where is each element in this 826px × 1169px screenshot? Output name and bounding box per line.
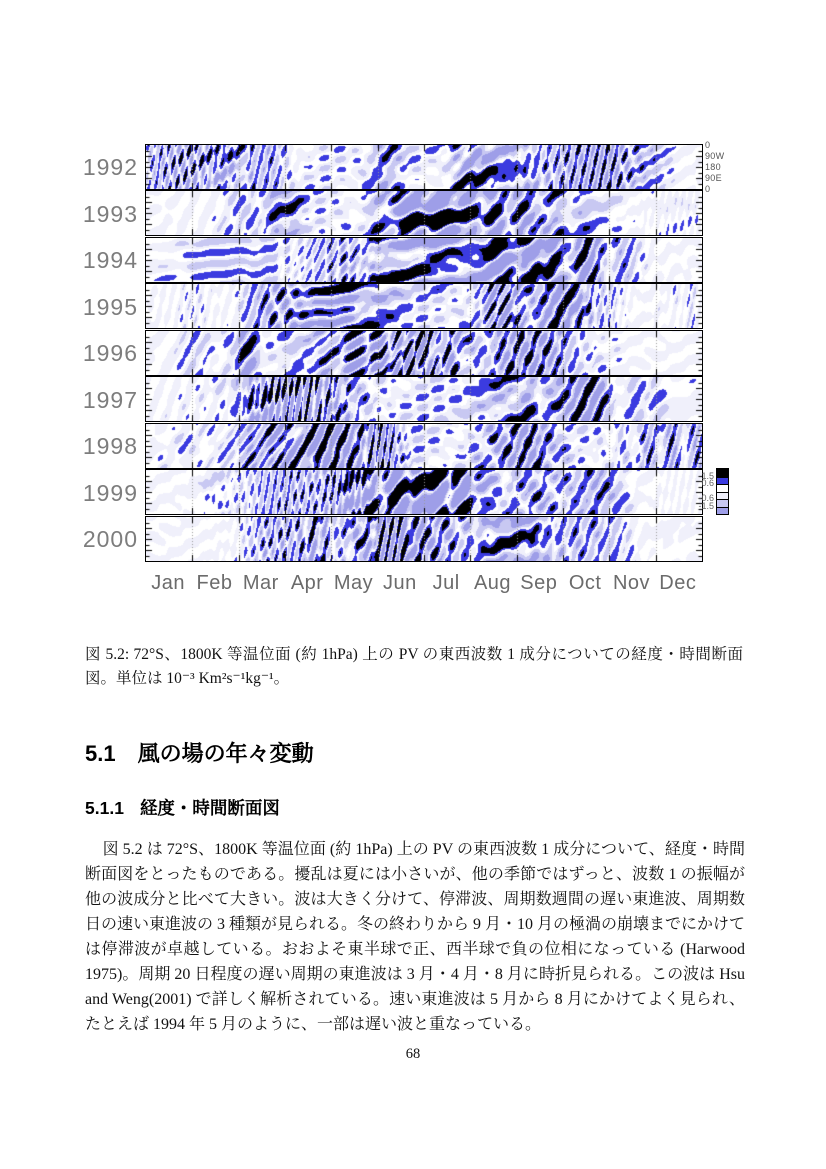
hovmoller-panel-1993 [145,190,703,236]
year-label-1992: 1992 [82,154,138,180]
colorbar-label-0: 1.5 [701,470,714,481]
hovmoller-panel-1992 [145,144,703,190]
month-label-apr: Apr [290,572,324,594]
month-label-dec: Dec [659,572,697,594]
panel-canvas-1996 [146,331,702,375]
longitude-label-3: 90E [705,173,722,183]
hovmoller-panel-1998 [145,423,703,469]
panel-canvas-1993 [146,191,702,235]
year-label-1995: 1995 [82,293,138,320]
longitude-label-0: 0 [705,140,711,150]
month-label-may: May [333,572,374,594]
colorbar [716,468,729,515]
figure-caption: 図 5.2: 72°S、1800K 等温位面 (約 1hPa) 上の PV の東西波数 1 成分についての経度・時間断面図。単位は 10⁻³ Km²s⁻¹kg⁻¹。 [85,645,743,687]
panel-canvas-1998 [146,424,702,468]
section-number: 5.1 [85,740,116,766]
panel-canvas-1995 [146,284,702,328]
colorbar-cell-2 [717,484,728,492]
longitude-label-4: 0 [705,184,711,194]
body-paragraph: 図 5.2 は 72°S、1800K 等温位面 (約 1hPa) 上の PV の東西波数 1 成分について、経度・時間断面図をとったものである。擾乱は夏には小さいが、他の季節ではずっと、波数 1 の振幅が他の波成分と比べて大きい。波は大きく分けて、停滞波、周期数週間の遅い東進波、周期数日の速い東進波の 3 種類が見られる。冬の終わりから 9 月・10 月の極渦の崩壊までにかけては停滞波が卓越している。おおよそ東半球で正、西半球で負の位相になっている (Harwood 1975)。周期 20 日程度の遅い周期の東進波は 3 月・4 月・8 月に時折見られる。この波は Hsu and Weng(2001) で詳しく解析されている。速い東進波は 5 月から 8 月にかけてよく見られ、たとえば 1994 年 5 月のように、一部は遅い波と重なっている。 [85,841,746,1033]
hovmoller-panel-1994 [145,237,703,283]
year-label-1993: 1993 [82,200,138,227]
subsection-number: 5.1.1 [85,797,124,818]
panel-canvas-1992 [146,145,702,189]
month-label-oct: Oct [568,572,602,594]
month-label-aug: Aug [473,572,512,594]
colorbar-cell-0 [717,469,728,477]
colorbar-label-1: 0.6 [701,478,714,488]
year-label-1996: 1996 [82,340,138,366]
colorbar-cell-3 [717,492,728,500]
panel-canvas-1997 [146,377,702,421]
subsection-title: 経度・時間断面図 [139,797,280,818]
longitude-label-2: 180 [705,162,721,172]
year-label-1994: 1994 [82,247,138,273]
month-label-jul: Jul [432,572,460,594]
panel-canvas-2000 [146,517,702,561]
month-label-sep: Sep [520,572,558,594]
section-title: 風の場の年々変動 [137,740,314,766]
colorbar-cell-5 [717,507,728,515]
subsection-heading [85,795,280,820]
year-label-1997: 1997 [82,386,138,413]
hovmoller-panel-1995 [145,283,703,329]
longitude-label-1: 90W [705,151,725,161]
year-label-1998: 1998 [82,433,138,459]
month-label-mar: Mar [242,572,279,594]
section-heading [85,737,314,768]
month-label-nov: Nov [612,572,651,594]
panel-canvas-1999 [146,470,702,514]
hovmoller-panel-2000 [145,516,703,562]
colorbar-label-3: -1.5 [698,500,714,511]
panel-canvas-1994 [146,238,702,282]
hovmoller-panel-1997 [145,376,703,422]
hovmoller-panel-1999 [145,469,703,515]
colorbar-cell-1 [717,477,728,485]
colorbar-label-2: -0.6 [698,493,714,503]
page-number: 68 [405,1046,421,1062]
month-label-feb: Feb [196,572,233,594]
colorbar-cell-4 [717,499,728,507]
year-label-1999: 1999 [82,479,138,506]
year-label-2000: 2000 [82,526,138,552]
month-label-jun: Jun [382,572,417,594]
hovmoller-panel-1996 [145,330,703,376]
month-label-jan: Jan [151,572,186,594]
